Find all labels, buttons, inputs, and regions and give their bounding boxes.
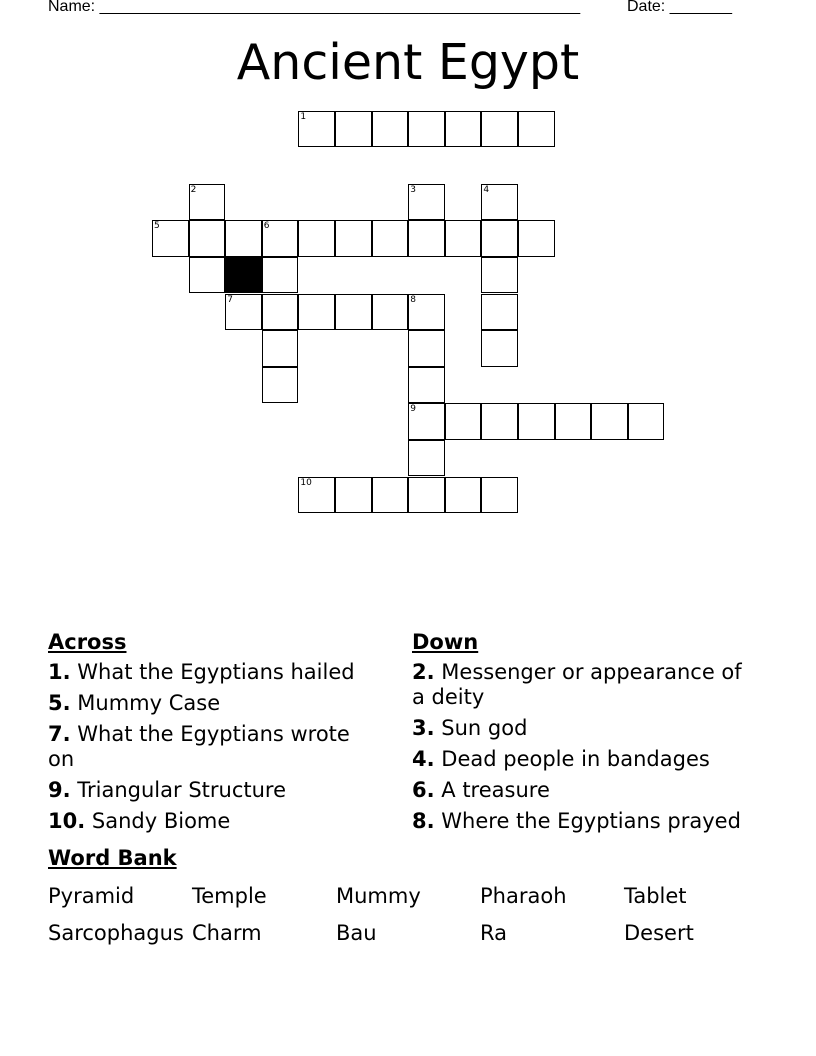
- crossword-cell[interactable]: [225, 220, 262, 257]
- crossword-cell[interactable]: [555, 403, 592, 440]
- word-bank-word: Sarcophagus: [48, 921, 184, 945]
- crossword-cell[interactable]: [408, 367, 445, 404]
- crossword-cell[interactable]: [262, 294, 299, 331]
- clue-number-label: 4: [483, 184, 490, 195]
- down-heading: Down: [412, 630, 479, 654]
- down-clues: [412, 630, 752, 840]
- clue-number-label: 8: [410, 294, 416, 305]
- clue-text: Messenger or appearance of a deity: [412, 660, 742, 709]
- clue-number: 1.: [48, 660, 71, 684]
- clue-text: Sun god: [441, 716, 528, 740]
- date-line: Date: _______: [627, 0, 732, 15]
- clue-number: 6.: [412, 778, 435, 802]
- word-bank-word: Pharaoh: [480, 884, 567, 908]
- clue-number: 9.: [48, 778, 71, 802]
- crossword-cell[interactable]: [445, 111, 482, 148]
- crossword-cell[interactable]: [408, 111, 445, 148]
- across-clues: [48, 630, 378, 840]
- crossword-cell[interactable]: [225, 294, 262, 331]
- crossword-cell[interactable]: [481, 477, 518, 514]
- clue-number-label: 7: [227, 294, 233, 305]
- crossword-cell[interactable]: [335, 111, 372, 148]
- crossword-cell[interactable]: [335, 477, 372, 514]
- crossword-cell[interactable]: [372, 294, 409, 331]
- crossword-cell[interactable]: [372, 220, 409, 257]
- clue-number: 8.: [412, 809, 435, 833]
- word-bank-word: Desert: [624, 921, 694, 945]
- clue-text: Dead people in bandages: [441, 747, 710, 771]
- crossword-cell[interactable]: [298, 111, 335, 148]
- page-title: Ancient Egypt: [236, 34, 580, 91]
- clue-number-label: 5: [154, 221, 160, 232]
- crossword-cell[interactable]: [408, 477, 445, 514]
- crossword-cell[interactable]: [445, 403, 482, 440]
- crossword-cell[interactable]: [408, 403, 445, 440]
- clue-number: 2.: [412, 660, 435, 684]
- clue-number: 4.: [412, 747, 435, 771]
- crossword-cell[interactable]: [189, 220, 226, 257]
- crossword-cell[interactable]: [628, 403, 665, 440]
- word-bank-word: Charm: [192, 921, 262, 945]
- clue-text: Mummy Case: [77, 691, 221, 715]
- word-bank-word: Ra: [480, 921, 507, 945]
- crossword-black-cell: [225, 257, 262, 294]
- across-heading: Across: [48, 630, 127, 654]
- crossword-cell[interactable]: [481, 111, 518, 148]
- crossword-cell[interactable]: [262, 257, 299, 294]
- crossword-cell[interactable]: [262, 330, 299, 367]
- crossword-cell[interactable]: [298, 220, 335, 257]
- crossword-cell[interactable]: [481, 257, 518, 294]
- crossword-cell[interactable]: [152, 220, 189, 257]
- word-bank-word: Mummy: [336, 884, 421, 908]
- clue-number: 3.: [412, 716, 435, 740]
- across-clue: [48, 722, 378, 772]
- word-bank-word: Temple: [192, 884, 267, 908]
- clue-text: A treasure: [441, 778, 550, 802]
- word-bank-word: Tablet: [624, 884, 687, 908]
- crossword-cell[interactable]: [298, 294, 335, 331]
- crossword-cell[interactable]: [298, 477, 335, 514]
- down-clue: [412, 660, 752, 710]
- clue-number: 5.: [48, 691, 71, 715]
- clue-number: 7.: [48, 722, 71, 746]
- clue-text: What the Egyptians wrote on: [48, 722, 350, 771]
- down-clue: [412, 809, 752, 834]
- crossword-cell[interactable]: [262, 367, 299, 404]
- clue-number: 10.: [48, 809, 86, 833]
- crossword-cell[interactable]: [481, 403, 518, 440]
- down-clue: [412, 716, 752, 741]
- word-bank-word: Bau: [336, 921, 377, 945]
- crossword-cell[interactable]: [591, 403, 628, 440]
- name-line: Name: ______________________________________________________: [48, 0, 581, 15]
- crossword-cell[interactable]: [445, 477, 482, 514]
- clue-number-label: 6: [263, 221, 270, 232]
- clue-text: What the Egyptians hailed: [77, 660, 355, 684]
- crossword-cell[interactable]: [408, 184, 445, 221]
- across-clue: [48, 809, 378, 834]
- clue-text: Triangular Structure: [77, 778, 287, 802]
- crossword-cell[interactable]: [408, 440, 445, 477]
- across-clue: [48, 691, 378, 716]
- clue-number-label: 2: [190, 184, 197, 195]
- crossword-cell[interactable]: [518, 403, 555, 440]
- word-bank-word: Pyramid: [48, 884, 135, 908]
- crossword-cell[interactable]: [445, 220, 482, 257]
- down-clue: [412, 747, 752, 772]
- crossword-cell[interactable]: [481, 294, 518, 331]
- clue-text: Sandy Biome: [91, 809, 231, 833]
- crossword-cell[interactable]: [481, 220, 518, 257]
- word-bank-heading: Word Bank: [48, 846, 177, 870]
- crossword-cell[interactable]: [518, 111, 555, 148]
- crossword-cell[interactable]: [408, 220, 445, 257]
- crossword-cell[interactable]: [372, 477, 409, 514]
- crossword-cell[interactable]: [262, 220, 299, 257]
- clue-number-label: 10: [300, 477, 312, 488]
- across-clue: [48, 660, 378, 685]
- clue-number-label: 9: [410, 404, 416, 415]
- down-clue: [412, 778, 752, 803]
- crossword-cell[interactable]: [408, 294, 445, 331]
- across-clue: [48, 778, 378, 803]
- crossword-cell[interactable]: [481, 330, 518, 367]
- clue-number-label: 3: [410, 184, 416, 195]
- crossword-cell[interactable]: [408, 330, 445, 367]
- crossword-cell[interactable]: [189, 184, 226, 221]
- crossword-cell[interactable]: [335, 294, 372, 331]
- crossword-cell[interactable]: [189, 257, 226, 294]
- crossword-cell[interactable]: [335, 220, 372, 257]
- clue-number-label: 1: [300, 111, 307, 122]
- crossword-cell[interactable]: [481, 184, 518, 221]
- crossword-cell[interactable]: [518, 220, 555, 257]
- clue-text: Where the Egyptians prayed: [441, 809, 741, 833]
- crossword-cell[interactable]: [372, 111, 409, 148]
